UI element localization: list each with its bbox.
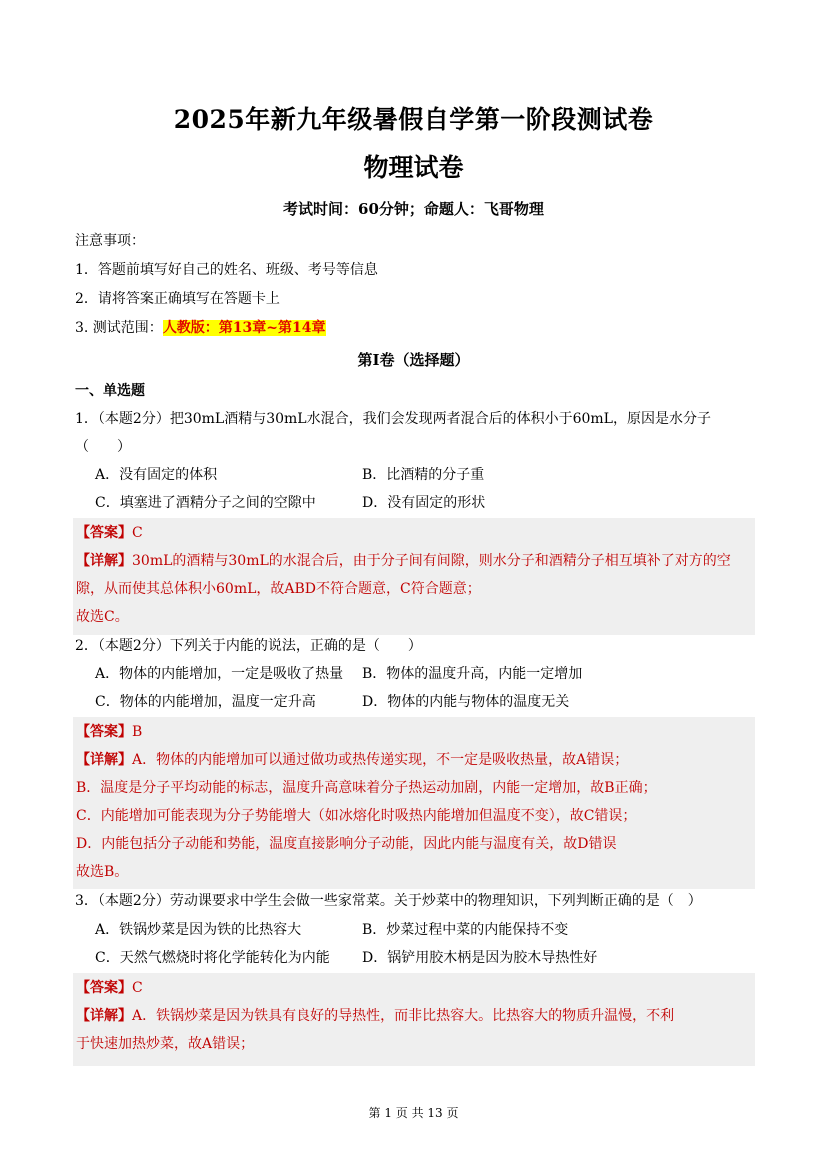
question-3-option-b: B．炒菜过程中菜的内能保持不变 — [362, 922, 569, 938]
question-1-detail-line-3: 故选C。 — [76, 609, 129, 625]
question-3-detail-line-2: 于快速加热炒菜，故A错误； — [76, 1036, 255, 1052]
answer-tag: 【答案】 — [76, 525, 132, 541]
question-1-option-b: B．比酒精的分子重 — [362, 467, 485, 483]
question-2-answer-block — [73, 717, 755, 889]
question-2-option-b: B．物体的温度升高，内能一定增加 — [362, 666, 583, 682]
detail-text: A．物体的内能增加可以通过做功或热传递实现，不一定是吸收热量，故A错误； — [132, 752, 629, 768]
question-2-stem: 2．（本题2分）下列关于内能的说法，正确的是（ ） — [75, 638, 422, 654]
question-3-option-c: C．天然气燃烧时将化学能转化为内能 — [95, 950, 330, 966]
answer-tag: 【答案】 — [76, 980, 132, 996]
exam-title: 2025年新九年级暑假自学第一阶段测试卷 — [173, 105, 654, 134]
test-range-highlight: 人教版：第13章~第14章 — [162, 320, 326, 336]
question-1-option-c: C．填塞进了酒精分子之间的空隙中 — [95, 495, 316, 511]
note-item-3-prefix: 3. 测试范围： — [75, 320, 163, 336]
question-3-option-a: A．铁锅炒菜是因为铁的比热容大 — [95, 922, 302, 938]
question-1-stem: 1．（本题2分）把30mL酒精与30mL水混合，我们会发现两者混合后的体积小于60mL，原因是水分子 — [75, 411, 711, 427]
question-1-answer-block — [73, 518, 755, 635]
answer-tag: 【答案】 — [76, 724, 132, 740]
note-item-2: 2．请将答案正确填写在答题卡上 — [75, 291, 280, 307]
question-3-option-d: D．锅铲用胶木柄是因为胶木导热性好 — [362, 950, 598, 966]
question-2-option-c: C．物体的内能增加，温度一定升高 — [95, 694, 316, 710]
question-2-detail-line-4: D．内能包括分子动能和势能，温度直接影响分子动能，因此内能与温度有关，故D错误 — [76, 836, 617, 852]
detail-tag: 【详解】 — [76, 553, 132, 569]
question-1-option-d: D．没有固定的形状 — [362, 495, 486, 511]
page-footer: 第 1 页 共 13 页 — [368, 1106, 459, 1120]
detail-tag: 【详解】 — [76, 1008, 132, 1024]
note-item-3 — [75, 318, 326, 338]
question-1-detail-line-1 — [76, 551, 731, 571]
question-2-detail-line-2: B．温度是分子平均动能的标志，温度升高意味着分子热运动加剧，内能一定增加，故B正确； — [76, 780, 657, 796]
answer-value: B — [132, 724, 143, 740]
answer-value: C — [132, 525, 143, 541]
question-3-answer-block — [73, 973, 755, 1066]
note-item-1: 1．答题前填写好自己的姓名、班级、考号等信息 — [75, 262, 378, 278]
detail-tag: 【详解】 — [76, 752, 132, 768]
question-1-bracket: （ ） — [75, 439, 131, 455]
question-2-detail-line-5: 故选B。 — [76, 864, 129, 880]
question-2-option-d: D．物体的内能与物体的温度无关 — [362, 694, 570, 710]
question-1-answer — [76, 523, 143, 543]
question-1-detail-line-2: 隙，从而使其总体积小60mL，故ABD不符合题意，C符合题意； — [76, 581, 481, 597]
part-heading: 一、单选题 — [75, 383, 145, 399]
exam-info: 考试时间：60分钟；命题人：飞哥物理 — [283, 200, 544, 218]
detail-text: 30mL的酒精与30mL的水混合后，由于分子间有间隙，则水分子和酒精分子相互填补了对方的空 — [132, 553, 731, 569]
question-2-detail-line-3: C．内能增加可能表现为分子势能增大（如冰熔化时吸热内能增加但温度不变），故C错误； — [76, 808, 637, 824]
question-2-answer — [76, 722, 142, 742]
question-2-detail-line-1 — [76, 750, 628, 770]
exam-subtitle: 物理试卷 — [363, 153, 464, 182]
question-3-stem: 3．（本题2分）劳动课要求中学生会做一些家常菜。关于炒菜中的物理知识，下列判断正确的是（ ） — [75, 893, 702, 909]
question-3-answer — [76, 978, 143, 998]
detail-text: A．铁锅炒菜是因为铁具有良好的导热性，而非比热容大。比热容大的物质升温慢，不利 — [132, 1008, 675, 1024]
answer-value: C — [132, 980, 143, 996]
volume-heading: 第I卷（选择题） — [357, 351, 470, 369]
question-2-option-a: A．物体的内能增加，一定是吸收了热量 — [95, 666, 344, 682]
notes-heading: 注意事项： — [75, 233, 145, 249]
question-3-detail-line-1 — [76, 1006, 674, 1026]
question-1-option-a: A．没有固定的体积 — [95, 467, 218, 483]
